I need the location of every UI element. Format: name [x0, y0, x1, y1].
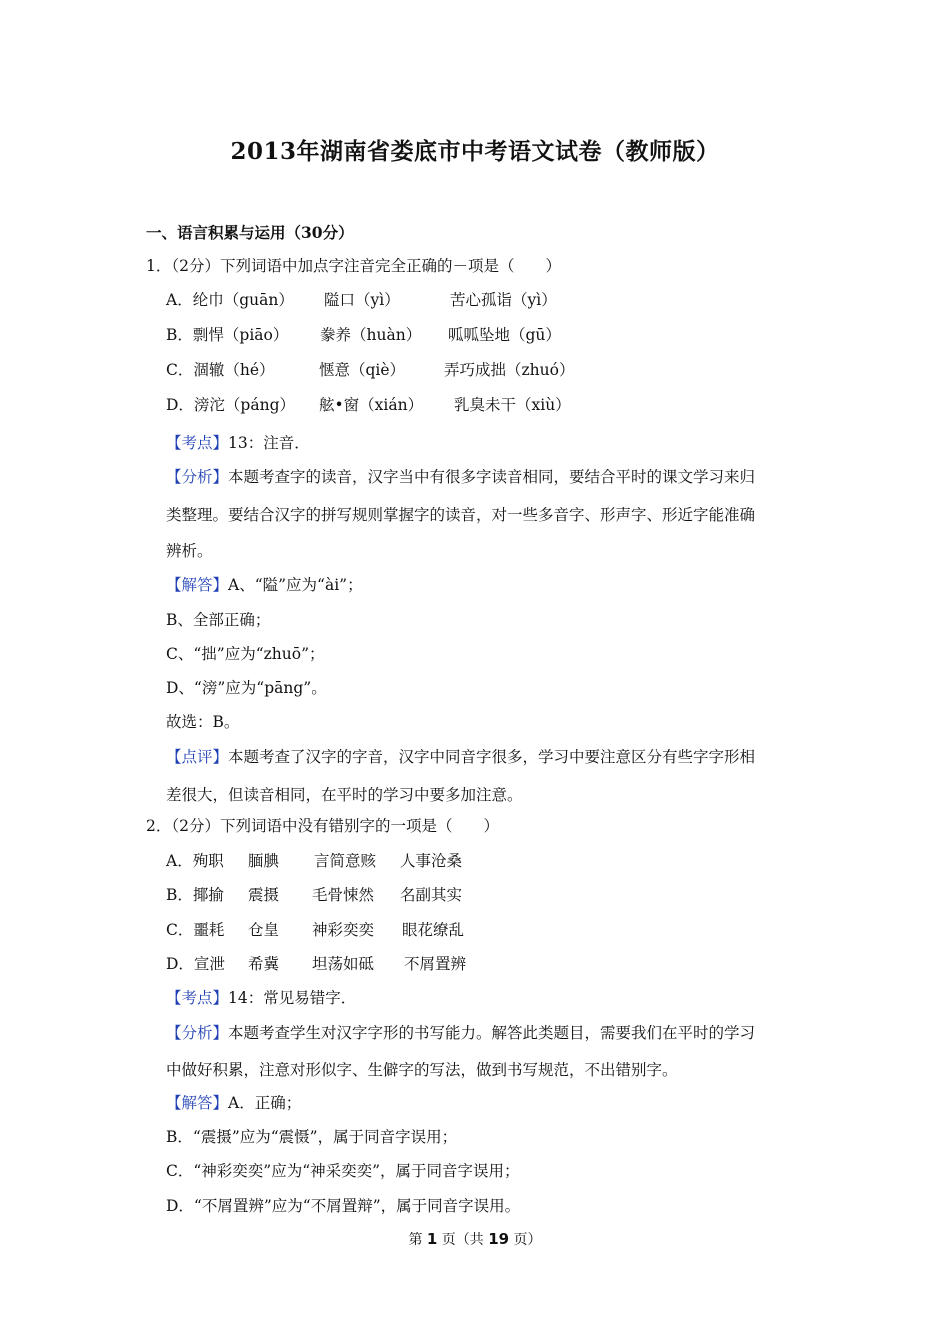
q1-jieda-line-1: 【解答】A、“隘”应为“ài”；: [166, 576, 363, 594]
q1-b-word-3: 呱呱坠地（gū）: [448, 326, 561, 344]
q1-d-word-1: D．滂沱（páng）: [166, 396, 295, 414]
q2-option-a: A．殉职 腼腆 言简意赅 人事沧桑: [166, 852, 463, 870]
dianping-tag: 【点评】: [166, 748, 229, 766]
q1-dianping-line-1: 【点评】本题考查了汉字的字音，汉字中同音字很多，学习中要注意区分有些字字形相: [166, 748, 756, 766]
q2-kaodian: 【考点】14：常见易错字．: [166, 989, 357, 1007]
q1-a-word-2: 隘口（yì）: [324, 291, 400, 309]
section-heading: 一、语言积累与运用（30分）: [146, 223, 354, 242]
q1-dianping-line-2: 差很大，但读音相同，在平时的学习中要多加注意。: [166, 786, 523, 804]
q2-option-b: B．揶揄 震摄 毛骨悚然 名副其实: [166, 886, 463, 904]
q1-fenxi-line-2: 类整理。要结合汉字的拼写规则掌握字的读音，对一些多音字、形声字、形近字能准确: [166, 506, 756, 524]
q2-jieda-line-2: B．“震摄”应为“震慑”，属于同音字误用；: [166, 1128, 458, 1146]
page-footer: 第 1 页（共 19 页）: [408, 1230, 542, 1248]
q2-fenxi-line-1: 【分析】本题考查学生对汉字字形的书写能力。解答此类题目，需要我们在平时的学习: [166, 1024, 756, 1042]
page-title: 2013年湖南省娄底市中考语文试卷（教师版）: [230, 138, 720, 165]
q2-fenxi-line-2: 中做好积累，注意对形似字、生僻字的写法，做到书写规范，不出错别字。: [166, 1061, 678, 1079]
q1-option-b: [166, 325, 766, 345]
q1-c-word-3: 弄巧成拙（zhuó）: [444, 361, 575, 379]
kaodian-tag: 【考点】: [166, 434, 229, 452]
kaodian-tag: 【考点】: [166, 989, 229, 1007]
q1-c-word-2: 惬意（qiè）: [319, 361, 406, 379]
q1-d-word-3: 乳臭未干（xiù）: [454, 396, 571, 414]
question-1-stem: 1．（2分）下列词语中加点字注音完全正确的－项是（ ）: [146, 257, 561, 275]
q2-jieda-line-4: D．“不屑置辨”应为“不屑置辩”，属于同音字误用。: [166, 1197, 521, 1215]
q1-jieda-line-5: 故选：B。: [166, 713, 240, 731]
q1-fenxi-line-3: 辨析。: [166, 542, 213, 560]
q1-option-c: [166, 360, 766, 380]
q1-kaodian: 【考点】13：注音．: [166, 434, 310, 452]
q1-c-word-1: C．涸辙（hé）: [166, 361, 275, 379]
q1-option-d: [166, 395, 766, 415]
q1-jieda-line-3: C、“拙”应为“zhuō”；: [166, 645, 325, 663]
q2-option-d: D．宣泄 希冀 坦荡如砥 不屑置辨: [166, 955, 467, 973]
fenxi-tag: 【分析】: [166, 1024, 229, 1042]
total-page-count: 19: [488, 1230, 510, 1248]
q2-jieda-line-1: 【解答】A．正确；: [166, 1094, 302, 1112]
q1-a-word-1: A．纶巾（guān）: [166, 291, 294, 309]
fenxi-tag: 【分析】: [166, 468, 229, 486]
q1-jieda-line-2: B、全部正确；: [166, 611, 271, 629]
q1-d-word-2: 舷•窗（xián）: [319, 396, 424, 414]
q2-option-c: C．噩耗 仓皇 神彩奕奕 眼花缭乱: [166, 921, 465, 939]
jieda-tag: 【解答】: [166, 576, 229, 594]
q1-b-word-2: 豢养（huàn）: [320, 326, 422, 344]
q1-option-a: [166, 290, 766, 310]
current-page-number: 1: [426, 1230, 438, 1248]
jieda-tag: 【解答】: [166, 1094, 229, 1112]
question-2-stem: 2．（2分）下列词语中没有错别字的一项是（ ）: [146, 817, 499, 835]
q1-a-word-3: 苦心孤诣（yì）: [450, 291, 557, 309]
q1-fenxi-line-1: 【分析】本题考查字的读音，汉字当中有很多字读音相同，要结合平时的课文学习来归: [166, 468, 756, 486]
q2-jieda-line-3: C．“神彩奕奕”应为“神采奕奕”，属于同音字误用；: [166, 1162, 520, 1180]
q1-jieda-line-4: D、“滂”应为“pāng”。: [166, 679, 327, 697]
q1-b-word-1: B．剽悍（piāo）: [166, 326, 289, 344]
